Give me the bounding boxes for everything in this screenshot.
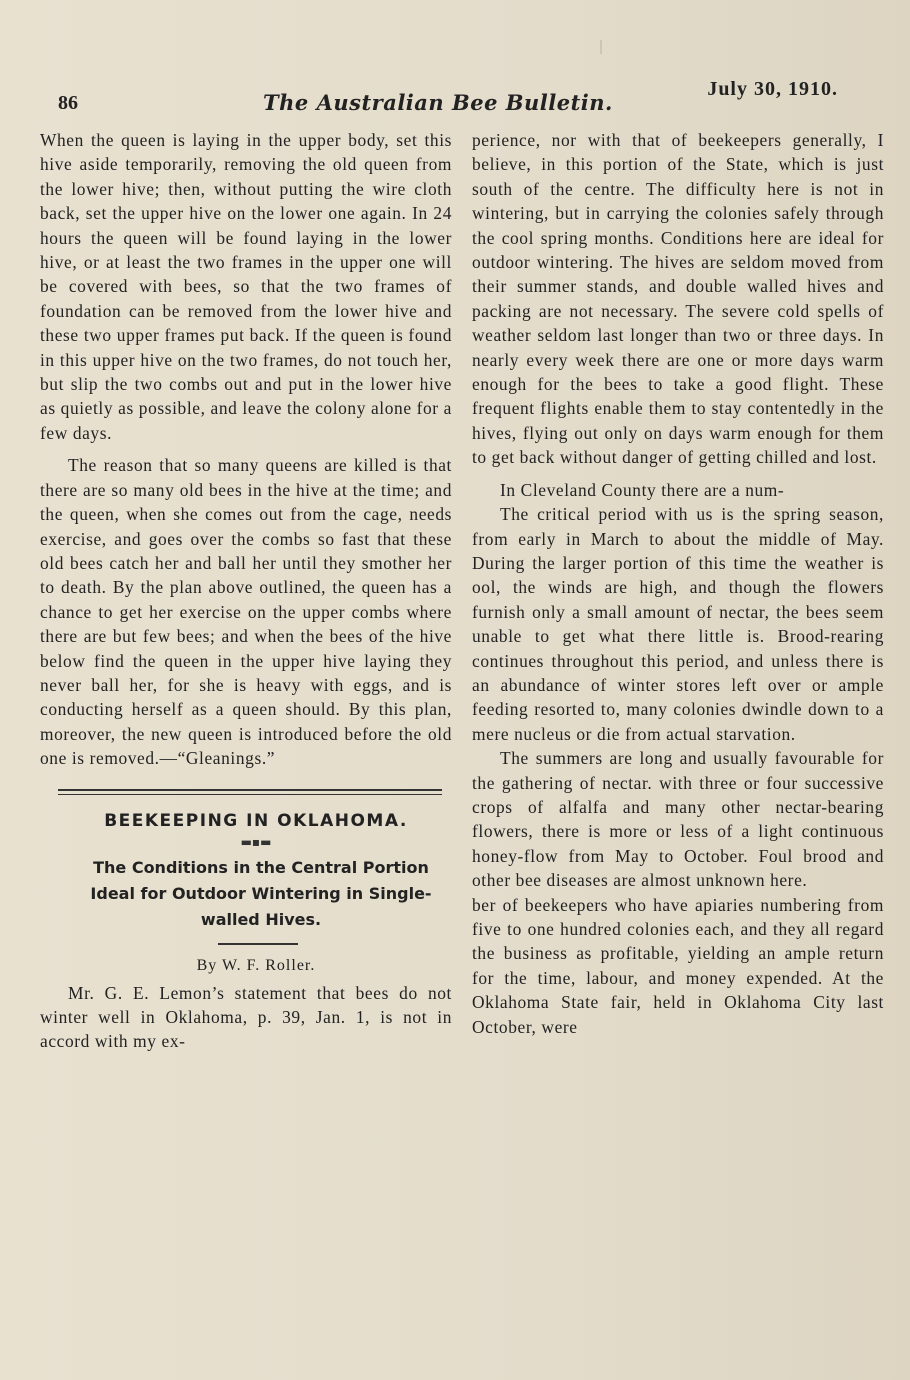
byline: By W. F. Roller. (196, 956, 316, 974)
journal-title: The Australian Bee Bulletin. (263, 90, 613, 115)
left-paragraph-3: Mr. G. E. Lemon’s statement that bees do not winter well in Oklahoma, p. 39, Jan. 1, is not in accord with my ex- (40, 982, 452, 1052)
right-column (472, 128, 884, 1039)
right-paragraph-2: In Cleveland County there are a num- (500, 479, 785, 500)
section-title: BEEKEEPING IN OKLAHOMA. (104, 810, 408, 831)
ornament: ▬▪▬ (240, 834, 272, 849)
right-paragraph-1: perience, nor with that of beekeepers generally, I believe, in this portion of the State, which is just south of the centre. The difficulty here is not in wintering, but in carrying the colonies safely through the cool spring months. Conditions here are ideal for outdoor wintering. The hives are seldom moved from their summer stands, and double walled hives and packing are not necessary. The severe cold spells of weather seldom last longer than two or three days. In nearly every week there are one or more days warm enough for the bees to take a good flight. These frequent flights enable them to stay contentedly in the hives, flying out only on days warm enough for them to get back without danger of getting chilled and lost. (472, 130, 884, 468)
section-divider (58, 789, 442, 795)
left-column (40, 128, 452, 1054)
right-paragraph-3: The critical period with us is the spring season, from early in March to about the middle of May. During the larger portion of this time the weather is ool, the winds are high, and though the flowers furnish only a small amount of nectar, the bees seem unable to get what there little is. Brood-rearing continues throughout this period, and unless there is an abundance of winter stores left over or ample feeding resorted to, many colonies dwindle down to a mere nucleus or die from actual starvation. (472, 504, 884, 744)
running-header (48, 78, 850, 114)
left-paragraph-1: When the queen is laying in the upper body, set this hive aside temporarily, removing the old queen from the lower hive; then, without putting the wire cloth back, set the upper hive on the lower one again. In 24 hours the queen will be found laying in the lower hive, or at least the two frames in the upper one will be covered with bees, so that the two frames of foundation can be removed from the lower hive and these two upper frames put back. If the queen is found in this upper hive on the two frames, do not touch her, but slip the two combs out and put in the lower hive as quietly as possible, and leave the colony alone for a few days. (40, 130, 452, 443)
paper-mark (600, 40, 602, 54)
left-paragraph-2: The reason that so many queens are killed is that there are so many old bees in the hive at the time; and the queen, when she comes out from the cage, needs exercise, and goes over the combs so fast that these old bees catch her and ball her until they smother her to death. By the plan above outlined, the queen has a chance to get her exercise on the upper combs where there are but few bees; and when the bees of the hive below find the queen in the upper hive laying they never ball her, for she is heavy with eggs, and is conducting herself as a queen should. By this plan, moreover, the new queen is introduced before the old one is removed.—“Gleanings.” (40, 455, 452, 769)
page-number: 86 (58, 92, 78, 114)
right-paragraph-5: ber of beekeepers who have apiaries numbering from five to one hundred colonies each, and they all regard the business as profitable, yielding an ample return for the time, labour, and money expended. At the Oklahoma State fair, held in Oklahoma City last October, were (472, 894, 884, 1037)
subtitle-rule (218, 943, 298, 945)
article-subtitle: The Conditions in the Central Portion Ideal for Outdoor Wintering in Single-walled Hives. (90, 857, 432, 929)
right-paragraph-4: The summers are long and usually favourable for the gathering of nectar. with three or four successive crops of alfalfa and many other nectar-bearing flowers, there is more or less of a light continuous honey-flow from May to October. Foul brood and other bee diseases are almost unknown here. (472, 748, 884, 891)
issue-date: July 30, 1910. (707, 78, 838, 100)
